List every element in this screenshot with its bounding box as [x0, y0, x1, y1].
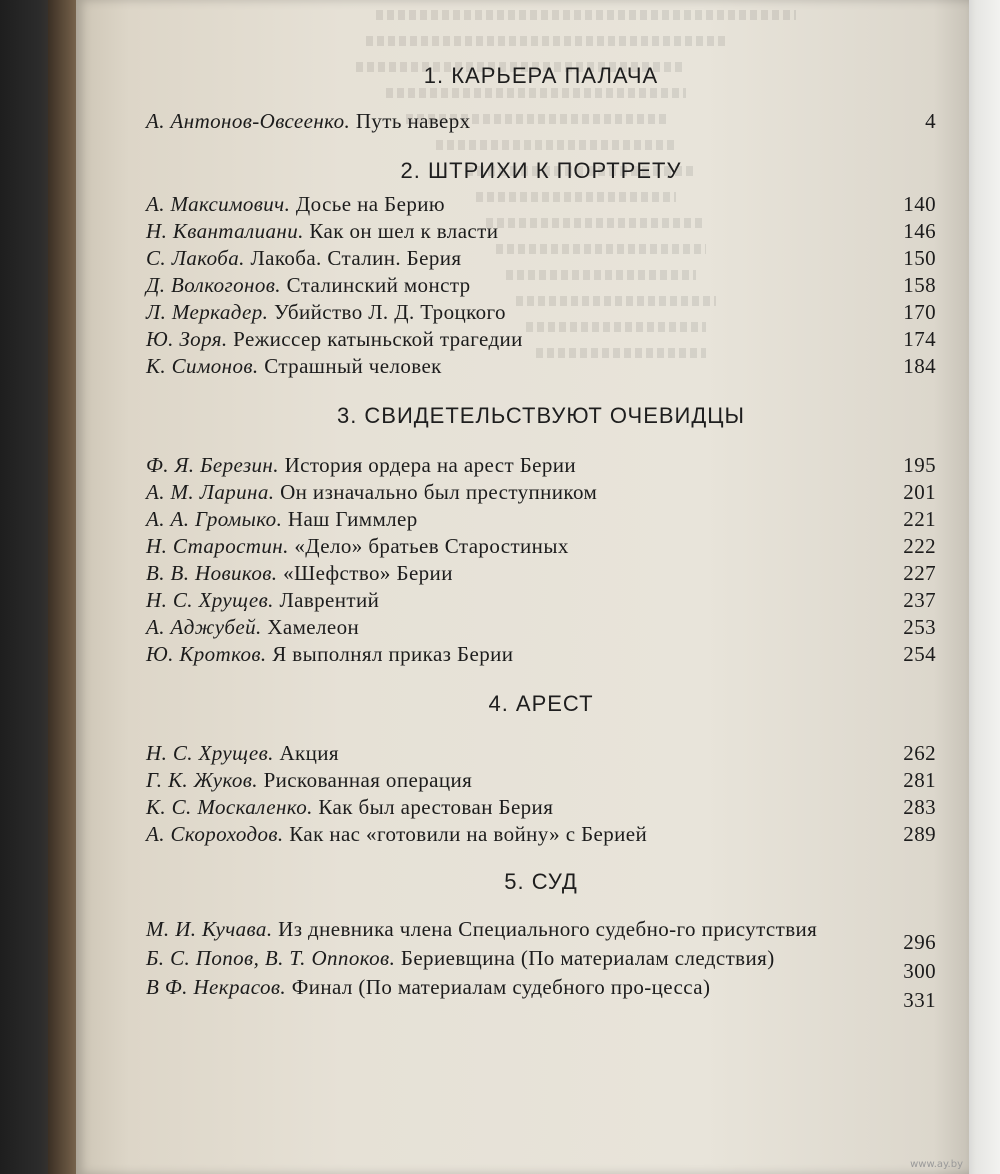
entry-page-number: 281 [903, 768, 936, 792]
entry-title: «Дело» братьев Старостиных [294, 534, 569, 558]
entry-text [146, 192, 535, 216]
toc-section [146, 868, 936, 1012]
entry-title: Как он шел к власти [309, 219, 499, 243]
section-heading: 2. ШТРИХИ К ПОРТРЕТУ [400, 158, 682, 183]
section-heading: 3. СВИДЕТЕЛЬСТВУЮТ ОЧЕВИДЦЫ [336, 403, 746, 428]
toc-section [146, 690, 936, 848]
entry-author: К. С. Москаленко. [146, 795, 313, 819]
entry-text [146, 642, 603, 666]
toc-entry [146, 794, 936, 821]
entry-text [146, 219, 588, 243]
entry-author: А. Антонов-Овсеенко. [146, 109, 351, 133]
entry-page-number: 254 [903, 642, 936, 666]
entry-title: Наш Гиммлер [287, 507, 418, 531]
entry-page-number: 253 [903, 615, 936, 639]
entry-author: С. Лакоба. [146, 246, 245, 270]
entry-author: Ф. Я. Березин. [146, 453, 279, 477]
toc-entry [146, 974, 936, 1012]
entry-page-number: 150 [903, 246, 936, 270]
entry-text [146, 975, 800, 999]
toc-entry [146, 299, 936, 326]
entry-author: Н. С. Хрущев. [146, 741, 274, 765]
entry-title: Как нас «готовили на войну» с Берией [289, 822, 648, 846]
entry-title: Досье на Берию [295, 192, 445, 216]
entry-page-number: 296 [903, 930, 936, 954]
toc-entry [146, 560, 936, 587]
entry-title: Путь наверх [355, 109, 471, 133]
entry-text [146, 534, 659, 558]
entry-page-number: 158 [903, 273, 936, 297]
toc-entry [146, 587, 936, 614]
entry-title: Сталинский монстр [286, 273, 471, 297]
entry-text [146, 615, 449, 639]
entry-author: А. Аджубей. [146, 615, 262, 639]
entry-title: Страшный человек [264, 354, 442, 378]
entry-author: А. Скороходов. [146, 822, 284, 846]
entry-page-number: 237 [903, 588, 936, 612]
entry-text [146, 561, 543, 585]
entry-author: В Ф. Некрасов. [146, 975, 287, 999]
entry-text [146, 354, 532, 378]
entry-title: Он изначально был преступником [280, 480, 598, 504]
entry-text [146, 768, 562, 792]
entry-page-number: 140 [903, 192, 936, 216]
toc-entry [146, 191, 936, 218]
entry-text [146, 822, 737, 846]
entry-page-number: 300 [903, 959, 936, 983]
toc-entry [146, 452, 936, 479]
section-heading: 4. АРЕСТ [488, 691, 594, 716]
toc-section [146, 402, 936, 668]
entry-page-number: 262 [903, 741, 936, 765]
entry-text [146, 109, 561, 133]
entry-page-number: 283 [903, 795, 936, 819]
entry-page-number: 146 [903, 219, 936, 243]
entry-text [146, 273, 561, 297]
entry-title: «Шефство» Берии [283, 561, 453, 585]
toc-entry [146, 767, 936, 794]
entry-author: К. Симонов. [146, 354, 259, 378]
entry-page-number: 195 [903, 453, 936, 477]
toc-entry [146, 218, 936, 245]
entry-author: Ю. Кротков. [146, 642, 267, 666]
entry-text [146, 741, 429, 765]
entry-title: Хамелеон [267, 615, 360, 639]
toc-entry [146, 533, 936, 560]
entry-title: Как был арестован Берия [318, 795, 554, 819]
entry-title: Бериевщина (По материалам следствия) [400, 946, 775, 970]
entry-title: Рискованная операция [263, 768, 473, 792]
entry-author: В. В. Новиков. [146, 561, 278, 585]
entry-author: Н. С. Хрущев. [146, 588, 274, 612]
entry-author: Н. Кванталиани. [146, 219, 304, 243]
toc-entry [146, 272, 936, 299]
entry-page-number: 227 [903, 561, 936, 585]
entry-author: Н. Старостин. [146, 534, 289, 558]
toc-entry [146, 353, 936, 380]
entry-page-number: 4 [925, 109, 936, 133]
toc-entry [146, 326, 936, 353]
entry-text [146, 300, 596, 324]
entry-text [146, 480, 687, 504]
toc-entry [146, 506, 936, 533]
entry-title: Лакоба. Сталин. Берия [250, 246, 462, 270]
entry-author: Л. Меркадер. [146, 300, 269, 324]
entry-text [146, 917, 907, 941]
toc-entry [146, 641, 936, 668]
entry-title: Из дневника члена Специального судебно-го присутствия [278, 917, 818, 941]
toc-section [146, 62, 936, 135]
entry-page-number: 331 [903, 988, 936, 1012]
section-heading: 5. СУД [504, 869, 578, 894]
entry-text [146, 507, 508, 531]
entry-title: Режиссер катыньской трагедии [233, 327, 523, 351]
entry-title: Финал (По материалам судебного про-цесса) [291, 975, 711, 999]
entry-title: Лаврентий [279, 588, 380, 612]
entry-author: А. М. Ларина. [146, 480, 275, 504]
entry-text [146, 795, 643, 819]
toc-entry [146, 245, 936, 272]
watermark: www.ay.by [910, 1159, 963, 1170]
toc-entry [146, 916, 936, 954]
entry-page-number: 174 [903, 327, 936, 351]
entry-title: Убийство Л. Д. Троцкого [273, 300, 506, 324]
entry-text [146, 453, 666, 477]
entry-text [146, 327, 613, 351]
toc-entry [146, 740, 936, 767]
entry-text [146, 588, 469, 612]
entry-page-number: 184 [903, 354, 936, 378]
entry-page-number: 221 [903, 507, 936, 531]
toc-entry [146, 945, 936, 983]
entry-text [146, 246, 551, 270]
toc-entry [146, 614, 936, 641]
entry-author: Б. С. Попов, В. Т. Оппоков. [146, 946, 396, 970]
entry-title: Акция [279, 741, 339, 765]
entry-author: Ю. Зоря. [146, 327, 228, 351]
entry-page-number: 170 [903, 300, 936, 324]
toc-entry [146, 108, 936, 135]
table-of-contents [146, 62, 936, 1012]
entry-author: М. И. Кучава. [146, 917, 273, 941]
toc-entry [146, 479, 936, 506]
entry-author: А. А. Громыко. [146, 507, 283, 531]
entry-author: Д. Волкогонов. [146, 273, 281, 297]
entry-author: А. Максимович. [146, 192, 291, 216]
entry-title: История ордера на арест Берии [284, 453, 577, 477]
section-heading: 1. КАРЬЕРА ПАЛАЧА [423, 63, 659, 88]
entry-text [146, 946, 865, 970]
bleed-through-line [376, 10, 796, 20]
toc-section [146, 157, 936, 380]
toc-entry [146, 821, 936, 848]
entry-author: Г. К. Жуков. [146, 768, 258, 792]
entry-title: Я выполнял приказ Берии [272, 642, 514, 666]
entry-page-number: 289 [903, 822, 936, 846]
bleed-through-line [366, 36, 726, 46]
entry-page-number: 222 [903, 534, 936, 558]
entry-page-number: 201 [903, 480, 936, 504]
